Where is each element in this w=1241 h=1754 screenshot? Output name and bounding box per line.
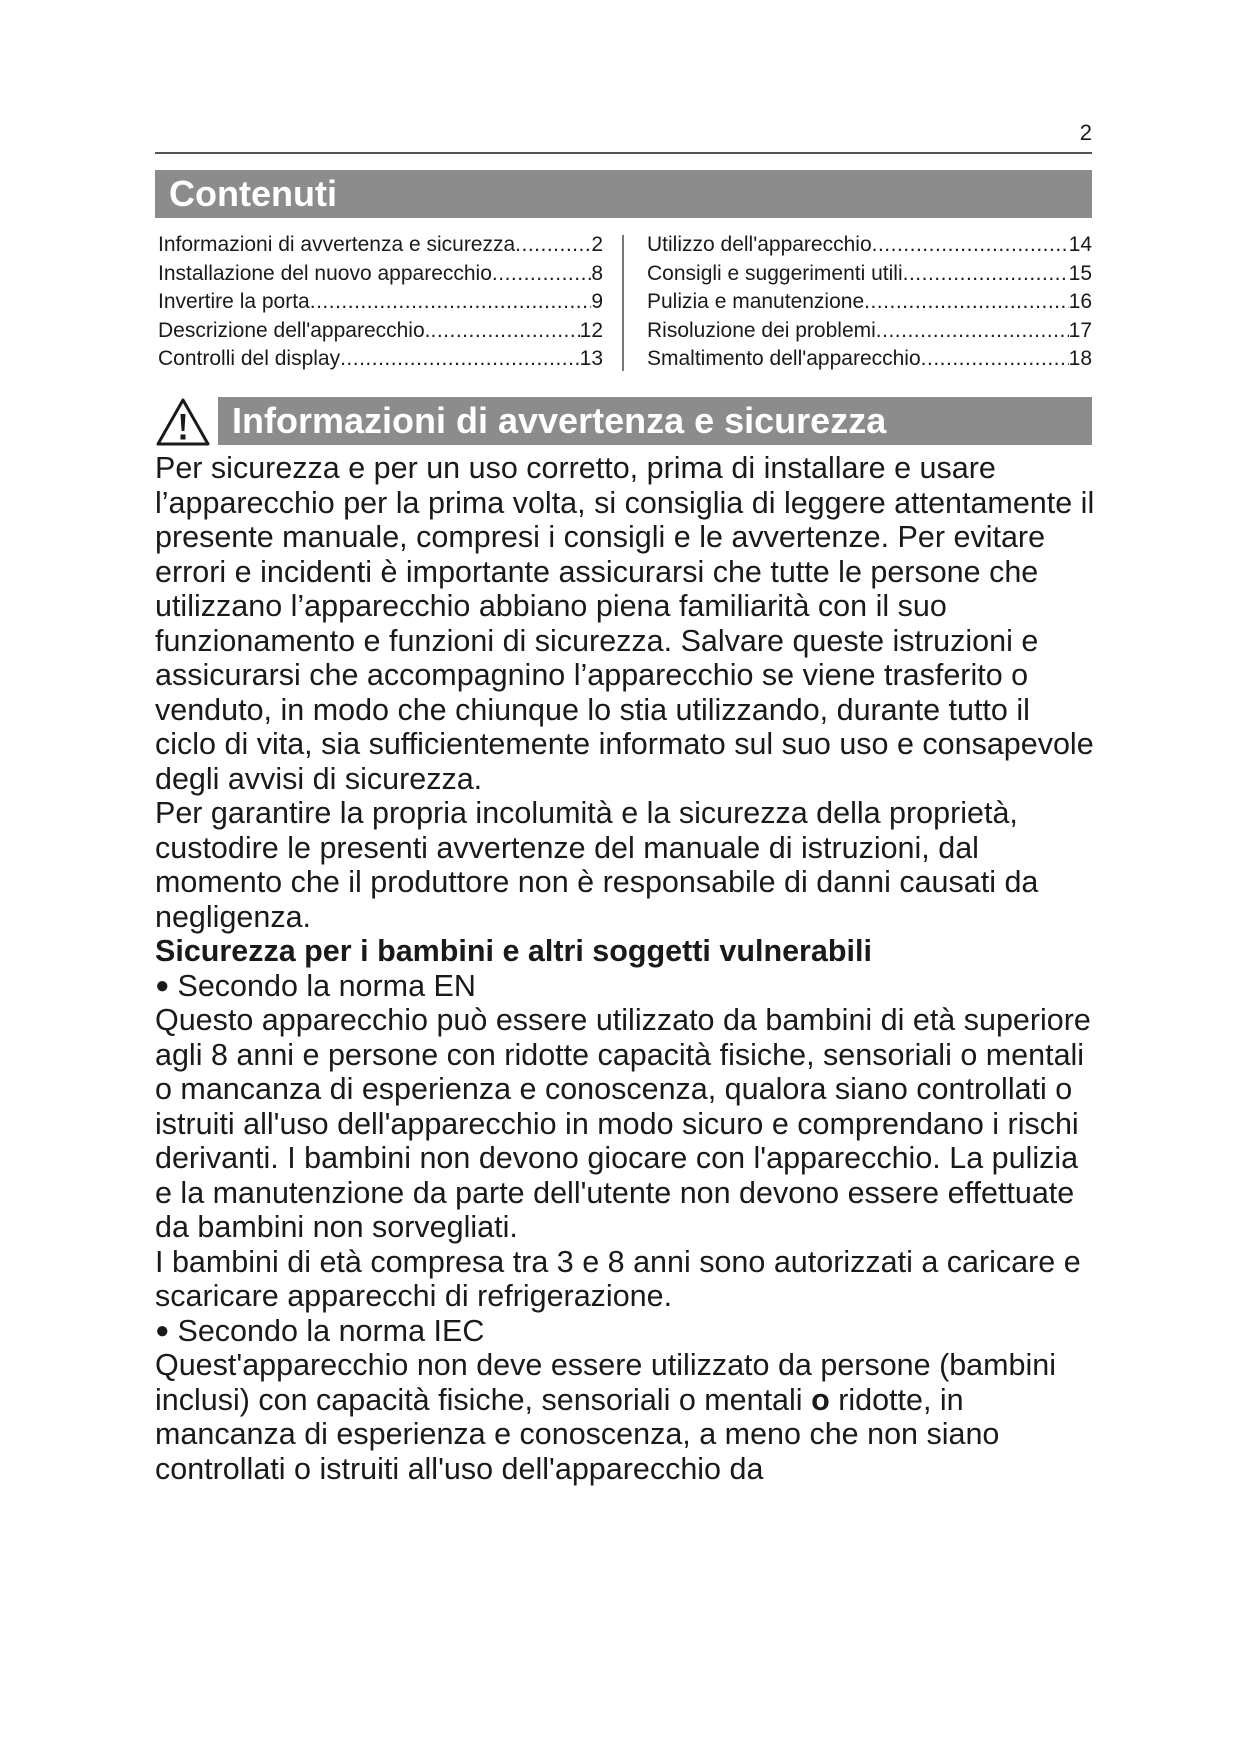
toc-item[interactable] [647, 317, 1092, 346]
warning-heading-bar [218, 397, 1092, 445]
toc-leader [431, 317, 580, 346]
toc-item[interactable] [158, 345, 603, 374]
toc-leader [872, 231, 1069, 260]
warning-triangle-icon [155, 397, 211, 447]
toc-item-page: 8 [591, 261, 603, 285]
toc-item[interactable] [158, 231, 603, 260]
page-number: 2 [1079, 120, 1092, 145]
safety-content [155, 451, 1095, 1486]
toc-item[interactable] [158, 260, 603, 289]
top-rule [155, 152, 1092, 154]
iec-paragraph [155, 1348, 1095, 1486]
bullet-en-standard [155, 969, 1095, 1004]
toc-item[interactable] [647, 231, 1092, 260]
toc-item-page: 17 [1068, 318, 1092, 342]
toc-leader [310, 288, 592, 317]
toc-leader [864, 288, 1069, 317]
toc-item-title: Pulizia e manutenzione [647, 290, 865, 313]
toc-item-title: Utilizzo dell'apparecchio [647, 233, 872, 256]
toc-leader [876, 317, 1069, 346]
toc-item-page: 9 [591, 290, 603, 313]
safety-paragraph: Per garantire la propria incolumità e la sicurezza della proprietà, custodire le presenti avvertenze del manuale di istruzioni, dal momento che il produttore non è responsabile di danni causati da negligenza. [155, 796, 1039, 934]
iec-text-end: ridotte, in mancanza di esperienza e conoscenza, a meno che non siano controllati o istruiti all'uso dell'apparecchio da [155, 1382, 1000, 1486]
en-paragraph-2: I bambini di età compresa tra 3 e 8 anni sono autorizzati a caricare e scaricare apparecchi di refrigerazione. [155, 1244, 1081, 1313]
toc-item-title: Invertire la porta [158, 290, 310, 313]
toc-leader [340, 345, 580, 374]
toc-item-title: Smaltimento dell'apparecchio [647, 347, 921, 370]
toc-divider [622, 235, 624, 371]
toc-item-page: 18 [1068, 347, 1092, 370]
bullet-iec-standard [155, 1314, 1095, 1349]
toc-leader [515, 231, 591, 260]
toc-right-column [647, 231, 1092, 374]
intro-paragraph: Per sicurezza e per un uso corretto, prima di installare e usare l’apparecchio per la prima volta, si consiglia di leggere attentamente il presente manuale, compresi i consigli e le avvertenze. Per evitare errori e incidenti è importante assicurarsi che tutte le persone che utilizzano l’apparecchio abbiano piena familiarità con il suo funzionamento e funzioni di sicurezza. Salvare queste istruzioni e assicurarsi che accompagnino l’apparecchio se viene trasferito o venduto, in modo che chiunque lo stia utilizzando, durante tutto il ciclo di vita, sia sufficientemente informato sul suo uso e consapevole degli avvisi di sicurezza. [155, 451, 1095, 796]
warning-heading: Informazioni di avvertenza e sicurezza [232, 400, 887, 441]
contents-heading: Contenuti [169, 173, 337, 214]
en-paragraph-1: Questo apparecchio può essere utilizzato da bambini di età superiore agli 8 anni e persone con ridotte capacità fisiche, sensoriali o mentali o mancanza di esperienza e conoscenza, qualora siano controllati o istruiti all'uso dell'apparecchio in modo sicuro e comprendano i rischi derivanti. I bambini non devono giocare con l'apparecchio. La pulizia e la manutenzione da parte dell'utente non devono essere effettuate da bambini non sorvegliati. [155, 1003, 1091, 1244]
toc-item-title: Consigli e suggerimenti utili [647, 261, 903, 285]
toc-item-title: Informazioni di avvertenza e sicurezza [158, 233, 516, 256]
iec-bold-word: o [811, 1382, 830, 1417]
toc-item-page: 2 [591, 233, 603, 256]
toc-leader [921, 345, 1069, 374]
toc-item[interactable] [647, 260, 1092, 289]
toc-item-title: Descrizione dell'apparecchio. [158, 318, 431, 342]
toc-item-page: 12 [579, 318, 603, 342]
toc-leader [903, 260, 1069, 289]
toc-item-title: Risoluzione dei problemi [647, 318, 876, 342]
toc-item-page: 16 [1068, 290, 1092, 313]
contents-heading-bar [155, 170, 1092, 218]
toc-left-column [158, 231, 603, 374]
toc-item-page: 13 [579, 347, 603, 370]
toc-leader [492, 260, 591, 289]
iec-text-start: Quest'apparecchio non deve essere utilizzato da persone (bambini inclusi) con capacità fisiche, sensoriali o mentali [155, 1348, 1057, 1417]
toc-item-page: 15 [1068, 261, 1092, 285]
toc-item-title: Controlli del display [158, 347, 341, 370]
bullet-iec-label: Secondo la norma IEC [177, 1313, 485, 1348]
toc-item-page: 14 [1068, 233, 1092, 256]
toc-item[interactable] [158, 317, 603, 346]
children-safety-subheading: Sicurezza per i bambini e altri soggetti vulnerabili [155, 934, 872, 968]
toc-item-title: Installazione del nuovo apparecchio [158, 261, 492, 285]
toc-item[interactable] [647, 288, 1092, 317]
bullet-en-label: Secondo la norma EN [177, 968, 476, 1003]
toc-item[interactable] [158, 288, 603, 317]
toc-item[interactable] [647, 345, 1092, 374]
